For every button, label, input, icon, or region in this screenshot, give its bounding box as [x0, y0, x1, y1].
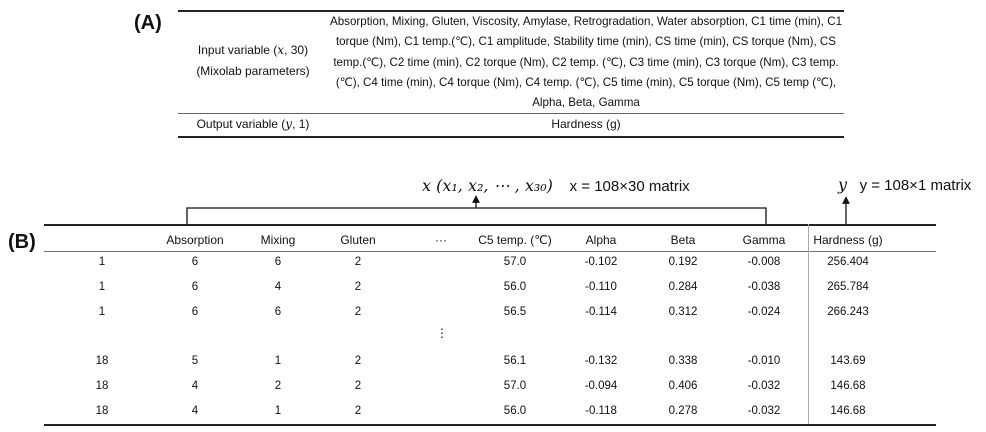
- table-cell: 256.404: [827, 256, 869, 268]
- table-cell: -0.032: [747, 380, 781, 392]
- table-cell: 1: [274, 355, 282, 367]
- table-cell: 2: [354, 281, 362, 293]
- table-cell: 0.312: [668, 306, 698, 318]
- table-b-header-rule: [44, 251, 936, 252]
- table-cell: 2: [354, 355, 362, 367]
- table-cell: -0.010: [747, 355, 781, 367]
- table-cell: -0.094: [584, 380, 618, 392]
- table-cell: 6: [191, 306, 199, 318]
- table-cell: 0.284: [668, 281, 698, 293]
- table-cell: 266.243: [827, 306, 869, 318]
- table-cell: 0.406: [668, 380, 698, 392]
- row-sample-id: 1: [98, 306, 106, 318]
- table-cell: 2: [354, 306, 362, 318]
- table-cell: 143.69: [830, 355, 866, 367]
- table-cell: 2: [274, 380, 282, 392]
- table-cell: -0.038: [747, 281, 781, 293]
- table-b-top-rule: [44, 224, 936, 226]
- hardness-column-separator: [808, 224, 809, 424]
- table-cell: 57.0: [503, 380, 527, 392]
- table-cell: 6: [274, 256, 282, 268]
- table-cell: 4: [191, 380, 199, 392]
- row-sample-id: 18: [95, 355, 109, 367]
- input-label-line2: (Mixolab parameters): [196, 64, 310, 78]
- row-sample-id: 1: [98, 281, 106, 293]
- table-cell: 6: [191, 256, 199, 268]
- input-variable-list: Absorption, Mixing, Gluten, Viscosity, Amylase, Retrogradation, Water absorption, C1 time (min), C1 torque (Nm), C1 temp.(℃), C1 amplitude, Stability time (min), CS time (min), CS torque (Nm), CS temp.(℃), C2 time (min), C2 torque (Nm), C2 temp. (℃), C3 time (min), C3 torque (Nm), C3 temp. (℃), C4 time (min), C4 torque (Nm), C4 temp. (℃), C5 time (min), C5 torque (Nm), C5 temp (℃), Alpha, Beta, Gamma: [329, 15, 843, 110]
- table-cell: -0.132: [584, 355, 618, 367]
- input-label-var: x: [277, 43, 285, 57]
- output-label-var: y: [285, 117, 293, 131]
- column-header: Alpha: [585, 233, 617, 247]
- output-variable-value: Hardness (g): [551, 117, 621, 131]
- column-header: Beta: [670, 233, 696, 247]
- table-cell: 0.278: [668, 405, 698, 417]
- table-cell: 2: [354, 405, 362, 417]
- table-cell: -0.110: [585, 281, 617, 293]
- y-annotation-math: y: [838, 175, 848, 194]
- table-cell: -0.102: [584, 256, 618, 268]
- table-cell: 146.68: [830, 380, 866, 392]
- table-cell: 57.0: [503, 256, 527, 268]
- panel-a-label: (A): [134, 12, 162, 34]
- output-label-pre: Output variable (: [196, 117, 286, 131]
- table-cell: 265.784: [827, 281, 869, 293]
- table-cell: -0.008: [747, 256, 781, 268]
- table-cell: 4: [274, 281, 282, 293]
- output-label-post: , 1): [292, 117, 310, 131]
- input-label-post: , 30): [284, 43, 309, 57]
- vertical-ellipsis: ⋮: [436, 326, 448, 340]
- table-cell: 1: [274, 405, 282, 417]
- table-cell: 56.5: [503, 306, 527, 318]
- row-sample-id: 18: [95, 405, 109, 417]
- table-cell: 146.68: [830, 405, 866, 417]
- table-cell: -0.114: [585, 306, 617, 318]
- table-cell: 56.0: [503, 281, 527, 293]
- table-cell: 56.0: [503, 405, 527, 417]
- data-matrix-table: [44, 224, 936, 426]
- table-cell: 6: [274, 306, 282, 318]
- table-cell: 2: [354, 380, 362, 392]
- column-header: Mixing: [260, 233, 296, 247]
- table-cell: -0.118: [585, 405, 617, 417]
- y-annotation-text: y = 108×1 matrix: [859, 177, 972, 194]
- x-annotation-math: x (x₁, x₂, ⋯ , x₃₀): [422, 176, 553, 195]
- table-cell: -0.024: [747, 306, 781, 318]
- row-sample-id: 18: [95, 380, 109, 392]
- table-cell: 5: [191, 355, 199, 367]
- x-annotation-text: x = 108×30 matrix: [569, 178, 690, 195]
- column-header: C5 temp. (℃): [478, 233, 552, 247]
- table-cell: 4: [191, 405, 199, 417]
- column-header: Gamma: [742, 233, 786, 247]
- column-header: ···: [435, 233, 447, 247]
- table-cell: 6: [191, 281, 199, 293]
- table-cell: 2: [354, 256, 362, 268]
- input-label-pre: Input variable (: [197, 43, 278, 57]
- panel-b-label: (B): [8, 231, 36, 253]
- table-b-bottom-rule: [44, 424, 936, 426]
- table-cell: -0.032: [747, 405, 781, 417]
- column-header: Gluten: [340, 233, 376, 247]
- column-header: Hardness (g): [813, 233, 883, 247]
- row-sample-id: 1: [98, 256, 106, 268]
- table-cell: 0.192: [668, 256, 698, 268]
- table-cell: 0.338: [668, 355, 698, 367]
- x-bracket: [187, 208, 766, 224]
- table-cell: 56.1: [503, 355, 527, 367]
- column-header: Absorption: [166, 233, 224, 247]
